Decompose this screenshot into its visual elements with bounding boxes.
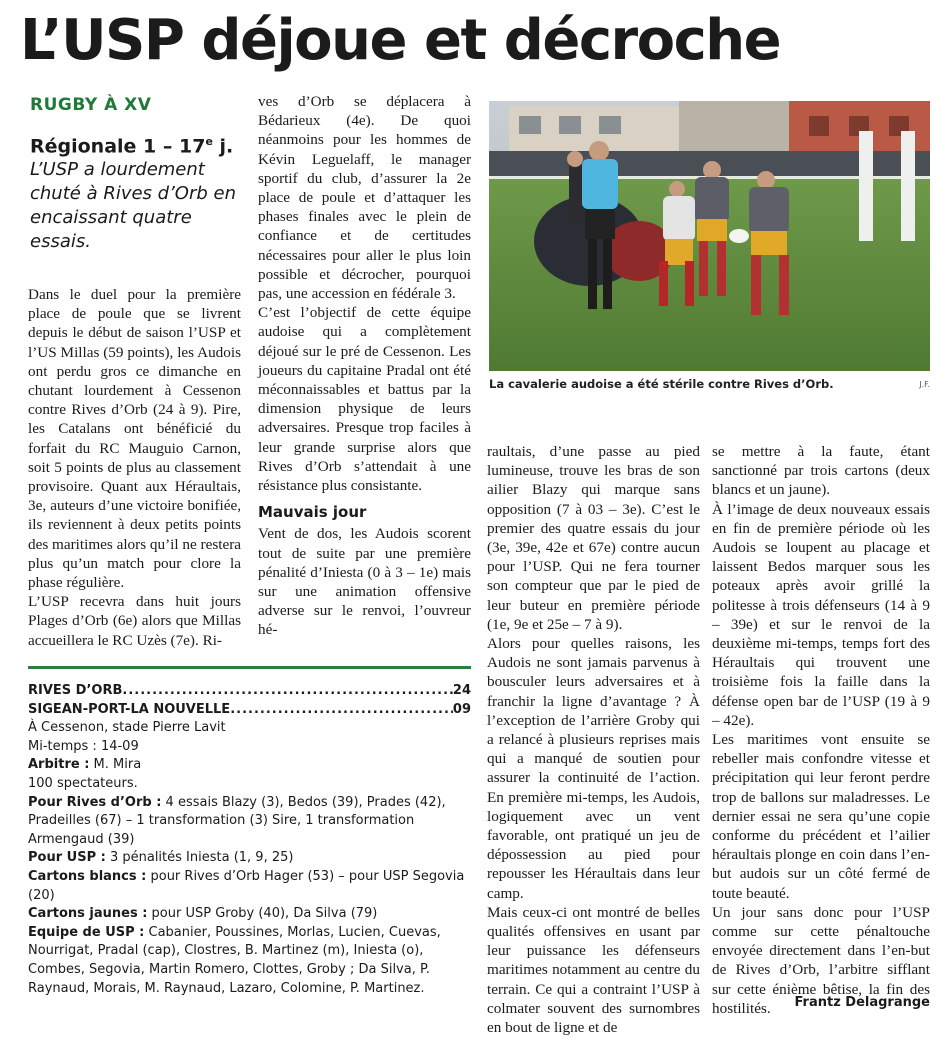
white-cards-value: pour Rives d’Orb Hager (53) – pour USP Segovia (20) — [28, 868, 465, 903]
spectators: 100 spectateurs. — [28, 775, 138, 791]
subhead-main: Régionale 1 – 17 — [30, 135, 206, 158]
white-cards-label: Cartons blancs : — [28, 868, 147, 884]
paragraph: ves d’Orb se déplacera à Bédarieux (4e). De quoi néanmoins pour les hommes de Kévin Leguelaff, le manager sportif du club, d’assurer la 2e place de poule et d’attaquer les phases finales avec le plein de confiance et de certitudes nécessaires pour aller le plus loin possible et décrocher, pourquoi pas, une accession en fédérale 3. — [258, 93, 471, 303]
author-signature: Frantz Delagrange — [794, 995, 930, 1010]
paragraph: À l’image de deux nouveaux essais en fin de première période où les Audois se loupent au placage et laissent Bedos marquer sous les poteaux après avoir grillé la politesse à trois défenseurs (14 à 9 – 39e) et sur le renvoi de la deuxième mi-temps, temps fort des Héraultais qui trouvent une troisième fois la faille dans la défense open bar de l’USP (19 à 9 – 42e). — [712, 500, 930, 729]
usp-lineup — [28, 924, 471, 998]
article-column-4 — [712, 442, 930, 1018]
scorers-usp — [28, 849, 471, 868]
paragraph: Alors pour quelles raisons, les Audois ne sont jamais parvenus à bousculer leurs adversaires et à franchir la ligne d’avantage ? À l’exception de l’arrière Groby qui a relancé à plusieurs reprises mais qui a manqué de soutien pour assurer la continuité de l’action. En première mi-temps, les Audois, logiquement avec un vent favorable, ont pratiqué un jeu de dépossession au pied pour repousser les Héraultais dans leur camp. — [487, 635, 700, 902]
yellow-cards-value: pour USP Groby (40), Da Silva (79) — [147, 906, 378, 922]
leader-dots — [122, 682, 453, 701]
yellow-cards-label: Cartons jaunes : — [28, 906, 148, 922]
section-label: RUGBY À XV — [30, 95, 152, 115]
scorers-rives — [28, 794, 471, 850]
paragraph: Dans le duel pour la première place de poule que se livrent depuis le début de saison l’USP et l’US Millas (59 points), les Audois ont perdu gros ce dimanche en chutant lourdement à Cessenon contre Rives d’Orb (24 à 9). Pire, les Catalans ont bénéficié du forfait du RC Mauguio Carnon, soit 5 points de plus au classement provisoire. Quant aux Héraultais, 3e, auteurs d’une victoire bonifiée, ils reviennent à deux petits points des maritimes alors qu’il ne restera plus qu’un match pour clore la phase régulière. — [28, 286, 241, 592]
team-name: SIGEAN-PORT-LA NOUVELLE — [28, 701, 231, 717]
scorers-rives-label: Pour Rives d’Orb : — [28, 794, 162, 810]
subhead-end: j. — [212, 135, 234, 158]
match-photo — [489, 101, 930, 371]
results-divider — [28, 666, 471, 669]
referee-label: Arbitre : — [28, 757, 90, 773]
result-team-away — [28, 701, 471, 720]
paragraph: Mais ceux-ci ont montré de belles qualités offensives en usant par leur puissance les défenseurs maritimes notamment au centre du terrain. Ce qui a contraint l’USP à colmater souvent des surnombres en bout de ligne et de — [487, 903, 700, 1037]
referee-line — [28, 756, 471, 775]
leader-dots — [230, 701, 453, 720]
result-team-home — [28, 682, 471, 701]
venue: À Cessenon, stade Pierre Lavit — [28, 720, 226, 736]
match-results-box — [28, 682, 471, 998]
paragraph: Les maritimes vont ensuite se rebeller mais confondre vitesse et précipitation qui leur feront perdre trop de ballons sur maladresses. Le dernier essai ne sera qu’une copie conforme du précédent et l’ailier héraultais plonge en coin dans l’en-but audois sur un côté fermé de toute beauté. — [712, 731, 930, 902]
halftime-score: Mi-temps : 14-09 — [28, 738, 139, 754]
paragraph: Vent de dos, les Audois scorent tout de suite par une première pénalité d’Iniesta (0 à 3 – 1e) mais sur une animation offensive adverse sur le renvoi, l’ouvreur hé- — [258, 525, 471, 639]
paragraph: L’USP recevra dans huit jours Plages d’Orb (6e) alors que Millas accueillera le RC Uzès (7e). Ri- — [28, 593, 241, 649]
article-column-1 — [28, 285, 241, 650]
paragraph: Un jour sans donc pour l’USP comme sur cette pénaltouche envoyée directement dans l’en-but de Rives d’Orb, l’arbitre sifflant sur cette énième bêtise, la fin des hostilités. — [712, 903, 930, 1017]
paragraph: raultais, d’une passe au pied lumineuse, trouve les bras de son ailier Blazy qui marque sans opposition (7 à 03 – 3e). C’est le premier des quatre essais du jour (3e, 39e, 42e et 67e) contre aucun pour l’USP. Qui ne fera tourner son compteur que par le pied de leur buteur en première période (1e, 9e et 25e – 7 à 9). — [487, 443, 700, 633]
white-cards — [28, 868, 471, 905]
subhead-sup: e — [205, 135, 213, 148]
team-score: 24 — [452, 683, 471, 698]
yellow-cards — [28, 905, 471, 924]
paragraph: C’est l’objectif de cette équipe audoise qui a complètement déjoué sur le pré de Cessenon. Les joueurs du capitaine Pradal ont été méconnaissables et battus par la dimension physique de leurs adversaires. Presque trop faciles à leur grande surprise alors que Rives d’Orb s’attendait à une résistance plus consistante. — [258, 304, 471, 495]
subhead — [30, 130, 245, 158]
team-name: RIVES D’ORB — [28, 683, 123, 698]
paragraph: se mettre à la faute, étant sanctionné par trois cartons (deux blancs et un jaune). — [712, 443, 930, 499]
team-score: 09 — [452, 701, 471, 717]
referee-value: M. Mira — [89, 757, 142, 773]
scorers-rives-value: 4 essais Blazy (3), Bedos (39), Prades (42), Pradeilles (67) – 1 transformation (3) Sire, 1 transformation Armengaud (39) — [28, 794, 446, 847]
article-column-3 — [487, 442, 700, 1037]
photo-caption: La cavalerie audoise a été stérile contre Rives d’Orb. — [489, 377, 834, 391]
scorers-usp-value: 3 pénalités Iniesta (1, 9, 25) — [105, 850, 294, 866]
intro-text: L’USP a lourdement chuté à Rives d’Orb en encaissant quatre essais. — [30, 159, 236, 252]
article-column-2 — [258, 92, 471, 640]
usp-lineup-label: Equipe de USP : — [28, 924, 145, 940]
scorers-usp-label: Pour USP : — [28, 850, 106, 866]
usp-lineup-value: Cabanier, Poussines, Morlas, Lucien, Cuevas, Nourrigat, Pradal (cap), Clostres, B. Martinez (m), Iniesta (o), Combes, Segovia, Martin Romero, Clottes, Groby ; Da Silva, P. Raynaud, Morais, M. Raynaud, Lazaro, Colomine, P. Martinez. — [28, 924, 441, 996]
headline: L’USP déjoue et décroche — [20, 8, 781, 73]
photo-credit: J.F. — [919, 380, 930, 389]
intertitle: Mauvais jour — [258, 503, 367, 522]
